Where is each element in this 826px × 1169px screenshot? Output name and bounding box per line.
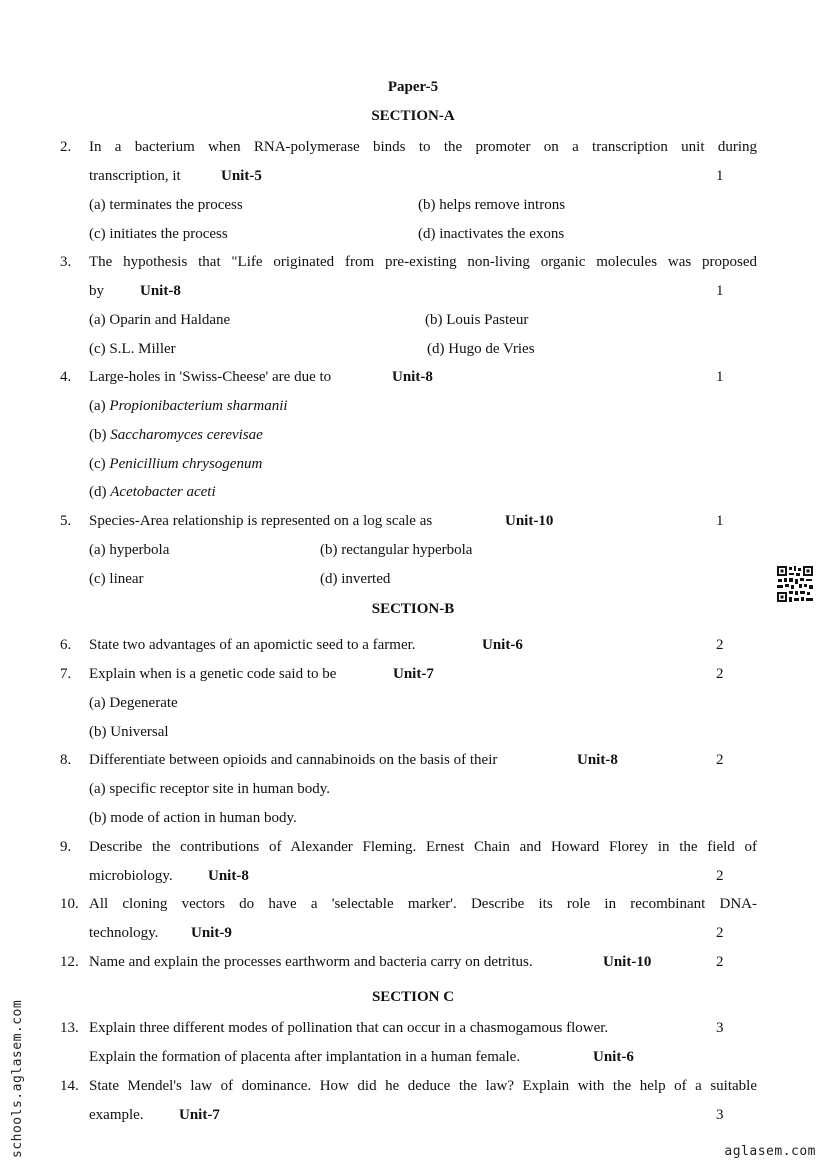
question-text-continued: technology.: [89, 925, 159, 941]
question-number: 9.: [60, 839, 72, 855]
option-c: (c) linear: [89, 571, 144, 587]
option-c: [89, 456, 262, 473]
marks: 2: [716, 637, 724, 653]
marks: 2: [716, 954, 724, 970]
marks: 1: [716, 283, 724, 299]
marks: 3: [716, 1020, 724, 1036]
section-b-heading: SECTION-B: [371, 601, 455, 617]
unit-label: Unit-7: [393, 666, 434, 682]
question-number: 3.: [60, 254, 72, 270]
question-number: 5.: [60, 513, 72, 529]
option-b: (b) mode of action in human body.: [89, 810, 297, 826]
option-a: [89, 398, 288, 415]
option-label: (d): [89, 484, 107, 500]
option-text: Acetobacter aceti: [110, 484, 216, 500]
option-b: (b) Louis Pasteur: [425, 312, 529, 328]
option-label: (a): [89, 398, 106, 414]
corner-watermark: aglasem.com: [724, 1144, 816, 1159]
marks: 3: [716, 1107, 724, 1123]
option-a: (a) terminates the process: [89, 197, 243, 213]
option-a: (a) Degenerate: [89, 695, 178, 711]
question-text: State two advantages of an apomictic seed to a farmer.: [89, 637, 416, 653]
question-text: Name and explain the processes earthworm and bacteria carry on detritus.: [89, 954, 533, 970]
question-text-continued: microbiology.: [89, 868, 173, 884]
unit-label: Unit-5: [221, 168, 262, 184]
question-text: The hypothesis that "Life originated from pre-existing non-living organic molecules was proposed: [89, 254, 757, 270]
option-d: (d) Hugo de Vries: [427, 341, 535, 357]
question-number: 4.: [60, 369, 72, 385]
option-a: (a) Oparin and Haldane: [89, 312, 231, 328]
question-text: In a bacterium when RNA-polymerase binds to the promoter on a transcription unit during: [89, 139, 757, 155]
unit-label: Unit-8: [140, 283, 181, 299]
unit-label: Unit-8: [392, 369, 433, 385]
question-number: 6.: [60, 637, 72, 653]
question-text: Describe the contributions of Alexander Fleming. Ernest Chain and Howard Florey in the field of: [89, 839, 757, 855]
question-text: All cloning vectors do have a 'selectable marker'. Describe its role in recombinant DNA-: [89, 896, 757, 912]
question-number: 7.: [60, 666, 72, 682]
unit-label: Unit-6: [593, 1049, 634, 1065]
side-watermark: schools.aglasem.com: [10, 999, 25, 1158]
question-text-continued: example.: [89, 1107, 144, 1123]
section-c-heading: SECTION C: [371, 989, 455, 1005]
question-number: 12.: [60, 954, 79, 970]
option-text: Propionibacterium sharmanii: [109, 398, 288, 414]
section-a-heading: SECTION-A: [371, 108, 455, 124]
question-text: Large-holes in 'Swiss-Cheese' are due to: [89, 369, 332, 385]
option-a: (a) specific receptor site in human body.: [89, 781, 331, 797]
option-label: (c): [89, 456, 106, 472]
marks: 2: [716, 868, 724, 884]
question-text-continued: by: [89, 283, 104, 299]
option-c: (c) initiates the process: [89, 226, 228, 242]
option-label: (b): [89, 427, 107, 443]
unit-label: Unit-8: [577, 752, 618, 768]
marks: 1: [716, 168, 724, 184]
marks: 2: [716, 925, 724, 941]
question-text-continued: transcription, it: [89, 168, 181, 184]
option-a: (a) hyperbola: [89, 542, 170, 558]
question-number: 2.: [60, 139, 72, 155]
option-b: (b) Universal: [89, 724, 169, 740]
question-text: Explain three different modes of pollination that can occur in a chasmogamous flower.: [89, 1020, 609, 1036]
question-number: 14.: [60, 1078, 79, 1094]
question-text: State Mendel's law of dominance. How did he deduce the law? Explain with the help of a suitable: [89, 1078, 757, 1094]
question-number: 10.: [60, 896, 79, 912]
option-d: [89, 484, 216, 501]
unit-label: Unit-7: [179, 1107, 220, 1123]
unit-label: Unit-9: [191, 925, 232, 941]
option-d: (d) inactivates the exons: [418, 226, 565, 242]
option-text: Saccharomyces cerevisae: [110, 427, 263, 443]
marks: 2: [716, 752, 724, 768]
question-text-alternate: Explain the formation of placenta after implantation in a human female.: [89, 1049, 521, 1065]
question-text: Species-Area relationship is represented on a log scale as: [89, 513, 433, 529]
paper-title: Paper-5: [387, 79, 439, 95]
option-d: (d) inverted: [320, 571, 391, 587]
question-number: 13.: [60, 1020, 79, 1036]
option-b: (b) helps remove introns: [418, 197, 566, 213]
option-c: (c) S.L. Miller: [89, 341, 176, 357]
marks: 2: [716, 666, 724, 682]
option-b: (b) rectangular hyperbola: [320, 542, 473, 558]
unit-label: Unit-10: [505, 513, 554, 529]
option-text: Penicillium chrysogenum: [109, 456, 263, 472]
unit-label: Unit-6: [482, 637, 523, 653]
marks: 1: [716, 513, 724, 529]
question-number: 8.: [60, 752, 72, 768]
unit-label: Unit-10: [603, 954, 652, 970]
option-b: [89, 427, 263, 444]
question-text: Differentiate between opioids and cannabinoids on the basis of their: [89, 752, 498, 768]
question-text: Explain when is a genetic code said to be: [89, 666, 337, 682]
qr-code-icon: [776, 565, 814, 603]
marks: 1: [716, 369, 724, 385]
unit-label: Unit-8: [208, 868, 249, 884]
